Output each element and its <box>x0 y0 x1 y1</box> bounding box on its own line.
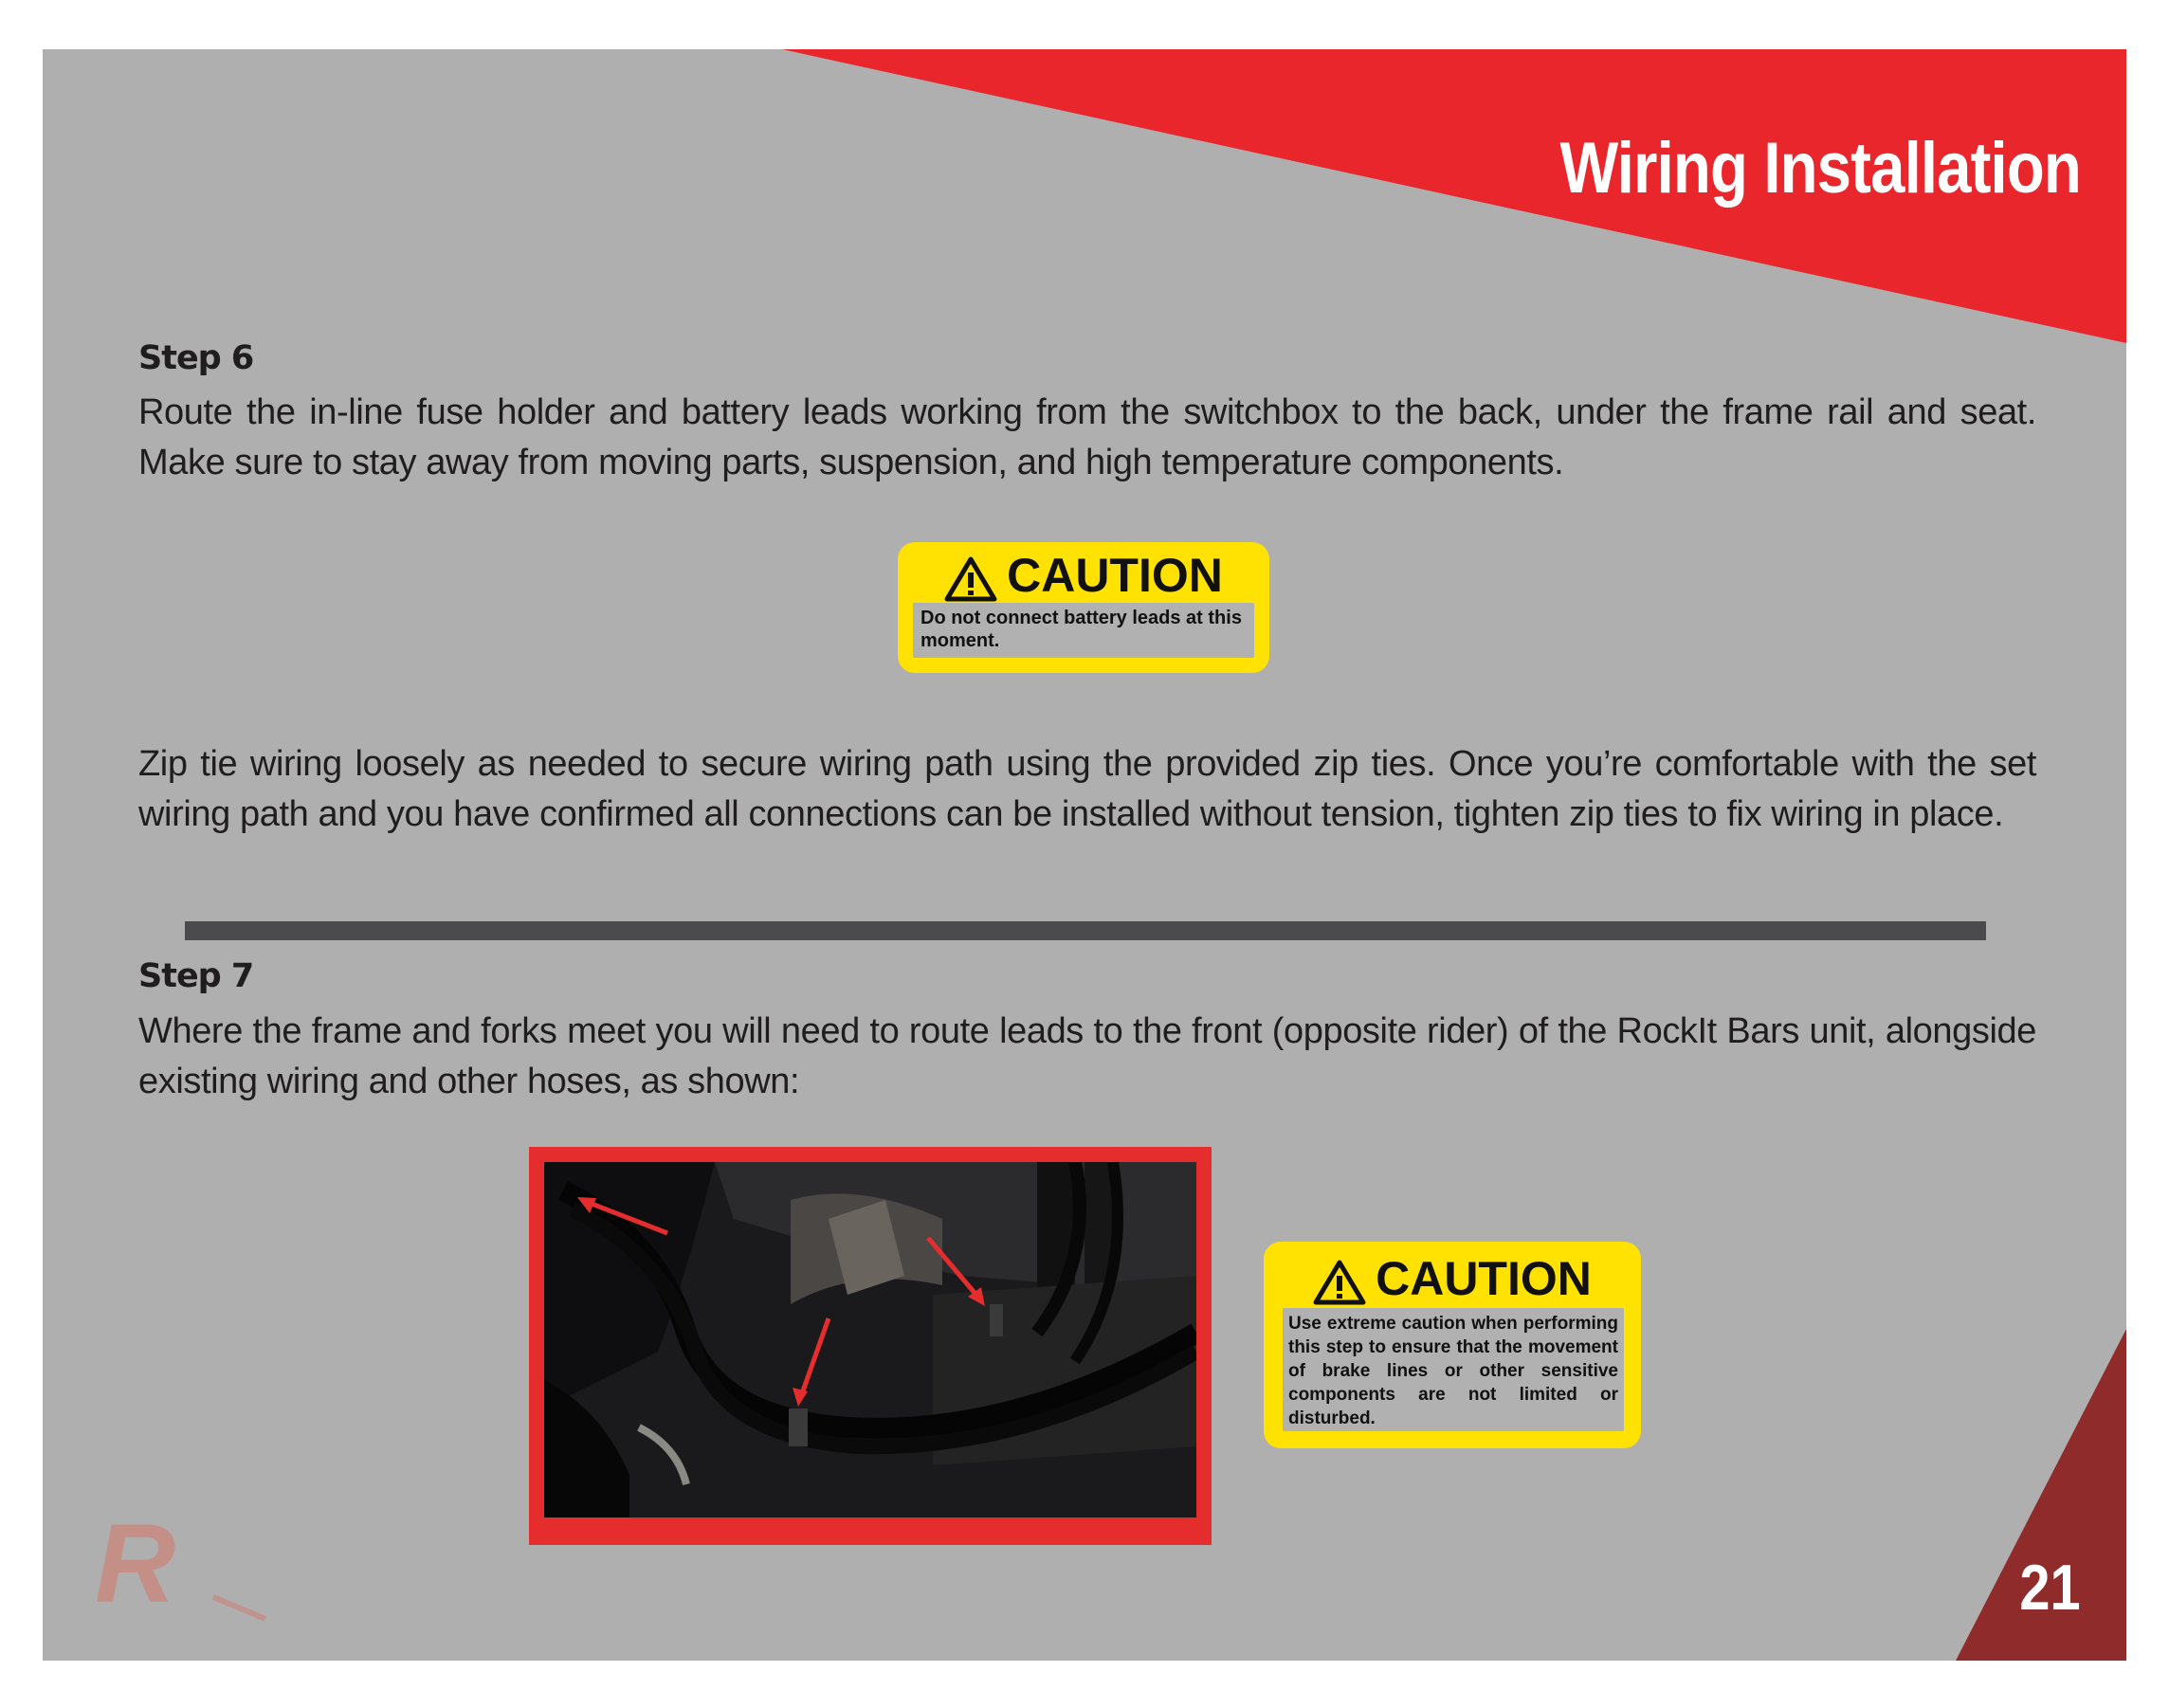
wiring-photo-frame <box>529 1147 1212 1545</box>
brand-logo-icon <box>90 1507 270 1621</box>
warning-triangle-icon <box>1313 1260 1366 1305</box>
page-number: 21 <box>2019 1552 2081 1624</box>
caution-label: CAUTION <box>1376 1252 1592 1305</box>
caution-box-step-7 <box>1264 1242 1641 1448</box>
step-7-paragraph: Where the frame and forks meet you will need to route leads to the front (opposite rider) of the RockIt Bars unit, alongside existing wiring and other hoses, as shown: <box>138 1011 2036 1101</box>
step-6-paragraph-2: Zip tie wiring loosely as needed to secure wiring path using the provided zip ties. Once you’re comfortable with the set wiring path and you have confirmed all connections can be installed without tension, tighten zip ties to fix wiring in place. <box>138 744 2036 834</box>
logo-letter: R <box>95 1507 176 1621</box>
step-6-paragraph-1: Route the in-line fuse holder and battery leads working from the switchbox to the back, under the frame rail and seat. Make sure to stay away from moving parts, suspension, and high temperature components. <box>138 392 2036 482</box>
warning-triangle-icon <box>944 556 997 602</box>
step-7-heading: Step 7 <box>138 957 254 995</box>
step-6-heading: Step 6 <box>138 339 254 377</box>
section-divider <box>185 921 1986 940</box>
caution-text: Do not connect battery leads at this moment. <box>913 603 1254 658</box>
caution-label: CAUTION <box>1007 549 1223 602</box>
caution-text: Use extreme caution when performing this step to ensure that the movement of brake lines or other sensitive components are not limited or disturbed. <box>1283 1308 1624 1431</box>
wiring-photo <box>544 1162 1196 1517</box>
page-title: Wiring Installation <box>1559 128 2081 209</box>
manual-page <box>43 49 2126 1661</box>
caution-box-step-6 <box>898 542 1269 673</box>
